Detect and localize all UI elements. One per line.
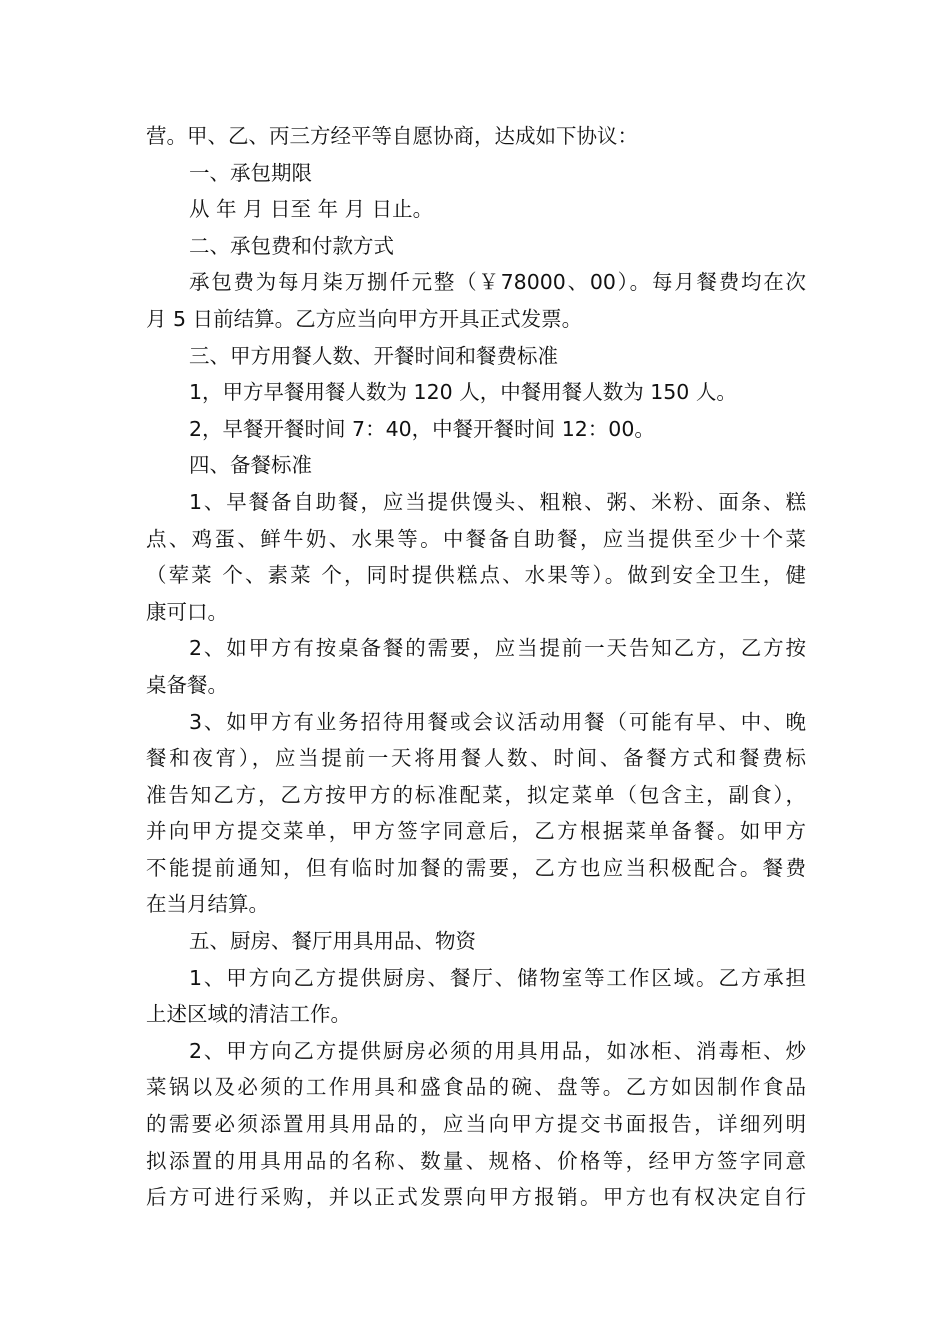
paragraph-line: 点、鸡蛋、鲜牛奶、水果等。中餐备自助餐，应当提供至少十个菜 xyxy=(146,526,806,551)
paragraph-line: 3、如甲方有业务招待用餐或会议活动用餐（可能有早、中、晚 xyxy=(189,709,806,734)
paragraph-line: 并向甲方提交菜单，甲方签字同意后，乙方根据菜单备餐。如甲方 xyxy=(146,819,806,844)
paragraph-line: 四、备餐标准 xyxy=(189,453,312,478)
paragraph-line: 餐和夜宵），应当提前一天将用餐人数、时间、备餐方式和餐费标 xyxy=(146,746,806,771)
paragraph-line: 1、甲方向乙方提供厨房、餐厅、储物室等工作区域。乙方承担 xyxy=(189,965,806,990)
paragraph-line: 后方可进行采购，并以正式发票向甲方报销。甲方也有权决定自行 xyxy=(146,1185,806,1210)
paragraph-line: 桌备餐。 xyxy=(146,672,228,697)
paragraph-line: （荤菜 个、素菜 个，同时提供糕点、水果等）。做到安全卫生，健 xyxy=(146,563,806,588)
paragraph-line: 1、早餐备自助餐，应当提供馒头、粗粮、粥、米粉、面条、糕 xyxy=(189,489,806,514)
paragraph-line: 1，甲方早餐用餐人数为 120 人，中餐用餐人数为 150 人。 xyxy=(189,380,737,405)
paragraph-line: 的需要必须添置用具用品的，应当向甲方提交书面报告，详细列明 xyxy=(146,1112,806,1137)
paragraph-line: 在当月结算。 xyxy=(146,892,269,917)
paragraph-line: 五、厨房、餐厅用具用品、物资 xyxy=(189,929,476,954)
paragraph-line: 营。甲、乙、丙三方经平等自愿协商，达成如下协议： xyxy=(146,124,638,148)
paragraph-line: 2，早餐开餐时间 7：40，中餐开餐时间 12：00。 xyxy=(189,416,655,441)
paragraph-line: 承包费为每月柒万捌仟元整（￥78000、00）。每月餐费均在次 xyxy=(189,270,806,295)
paragraph-line: 康可口。 xyxy=(146,599,228,624)
paragraph-line: 从 年 月 日至 年 月 日止。 xyxy=(189,197,434,222)
document-page xyxy=(146,118,806,1216)
paragraph-line: 菜锅以及必须的工作用具和盛食品的碗、盘等。乙方如因制作食品 xyxy=(146,1075,806,1100)
paragraph-line: 2、甲方向乙方提供厨房必须的用具用品，如冰柜、消毒柜、炒 xyxy=(189,1038,806,1063)
paragraph-line: 三、甲方用餐人数、开餐时间和餐费标准 xyxy=(189,343,558,368)
paragraph-line: 月 5 日前结算。乙方应当向甲方开具正式发票。 xyxy=(146,306,583,331)
paragraph-line: 二、承包费和付款方式 xyxy=(189,233,394,258)
paragraph-line: 准告知乙方，乙方按甲方的标准配菜，拟定菜单（包含主，副食）， xyxy=(146,782,806,807)
paragraph-line: 上述区域的清洁工作。 xyxy=(146,1002,351,1027)
paragraph-line: 拟添置的用具用品的名称、数量、规格、价格等，经甲方签字同意 xyxy=(146,1148,806,1173)
paragraph-line: 2、如甲方有按桌备餐的需要，应当提前一天告知乙方，乙方按 xyxy=(189,636,806,661)
paragraph-line: 一、承包期限 xyxy=(189,160,312,185)
paragraph-line: 不能提前通知，但有临时加餐的需要，乙方也应当积极配合。餐费 xyxy=(146,855,806,880)
